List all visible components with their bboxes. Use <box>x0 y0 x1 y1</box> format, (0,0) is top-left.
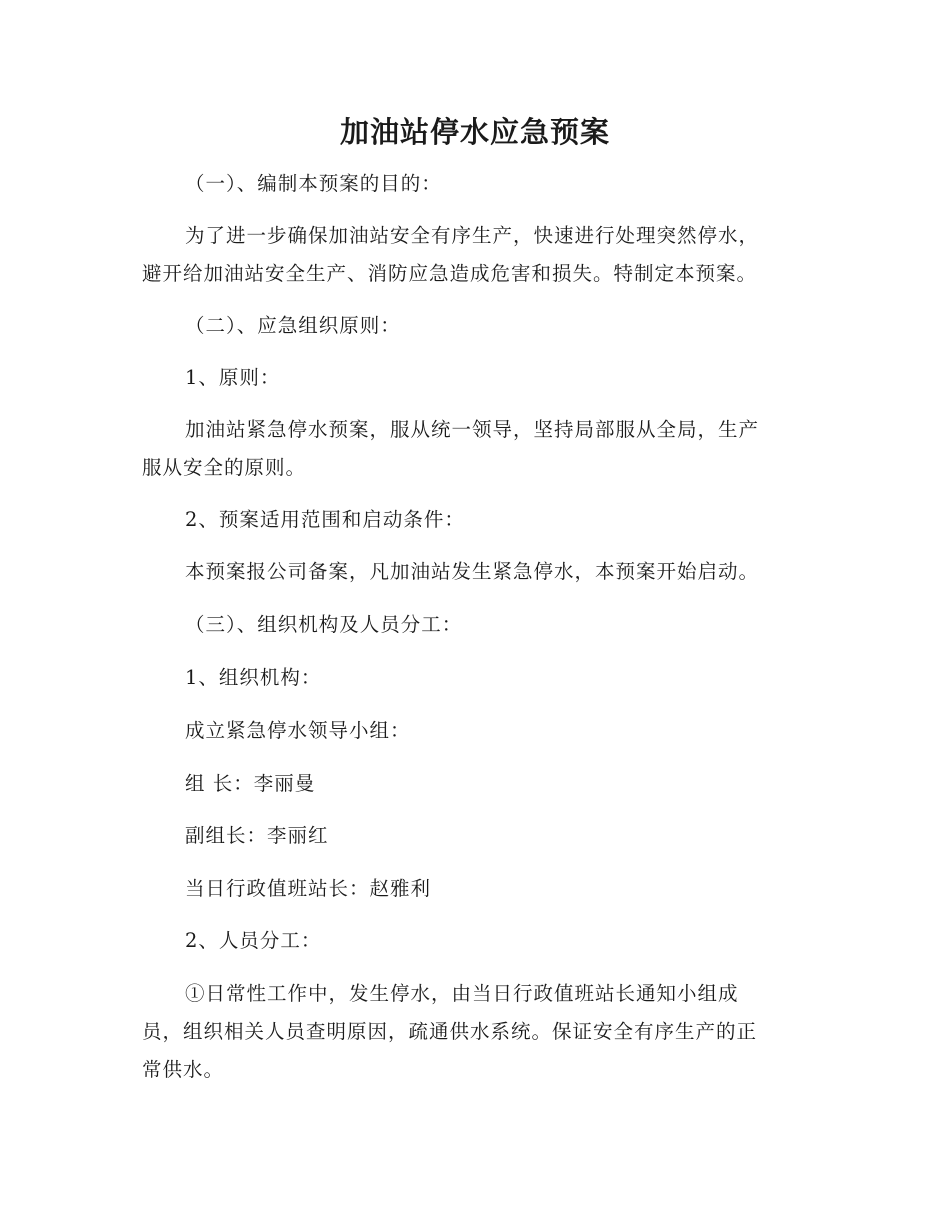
paragraph-duty-manager <box>142 870 802 908</box>
subheading-organization <box>142 659 802 697</box>
text-line: 本预案报公司备案，凡加油站发生紧急停水，本预案开始启动。 <box>185 560 760 583</box>
text-line: 避开给加油站安全生产、消防应急造成危害和损失。特制定本预案。 <box>142 262 758 285</box>
text-line: 2、预案适用范围和启动条件： <box>185 508 465 531</box>
paragraph-scope <box>142 553 802 591</box>
text-line: 员，组织相关人员查明原因，疏通供水系统。保证安全有序生产的正 <box>142 1020 758 1043</box>
subheading-scope <box>142 501 802 539</box>
section-heading-purpose <box>142 165 802 203</box>
subheading-principle <box>142 359 802 397</box>
subheading-division-of-labor <box>142 922 802 960</box>
paragraph-deputy-leader <box>142 817 802 855</box>
text-line: 常供水。 <box>142 1058 225 1081</box>
paragraph-daily-work <box>142 975 802 1089</box>
text-line: 副组长：李丽红 <box>185 824 329 847</box>
text-line: 加油站紧急停水预案，服从统一领导，坚持局部服从全局，生产 <box>185 418 760 441</box>
text-line: （三）、组织机构及人员分工： <box>185 613 463 636</box>
text-line: （一）、编制本预案的目的： <box>185 172 442 195</box>
text-line: 1、组织机构： <box>185 666 322 689</box>
text-line: 当日行政值班站长：赵雅利 <box>185 877 432 900</box>
text-line: 组 长：李丽曼 <box>185 772 316 795</box>
text-line: 1、原则： <box>185 366 281 389</box>
section-heading-organization <box>142 606 802 644</box>
text-line: （二）、应急组织原则： <box>185 314 401 337</box>
text-line: ①日常性工作中，发生停水，由当日行政值班站长通知小组成 <box>185 982 739 1005</box>
text-line: 服从安全的原则。 <box>142 456 307 479</box>
text-line: 2、人员分工： <box>185 929 322 952</box>
paragraph-principle <box>142 411 802 487</box>
document-title: 加油站停水应急预案 <box>339 115 610 149</box>
paragraph-group-leader <box>142 765 802 803</box>
section-heading-principles <box>142 307 802 345</box>
text-line: 为了进一步确保加油站安全有序生产，快速进行处理突然停水， <box>185 224 760 247</box>
paragraph-purpose <box>142 217 802 293</box>
text-line: 成立紧急停水领导小组： <box>185 719 411 742</box>
paragraph-leadership-group <box>142 712 802 750</box>
